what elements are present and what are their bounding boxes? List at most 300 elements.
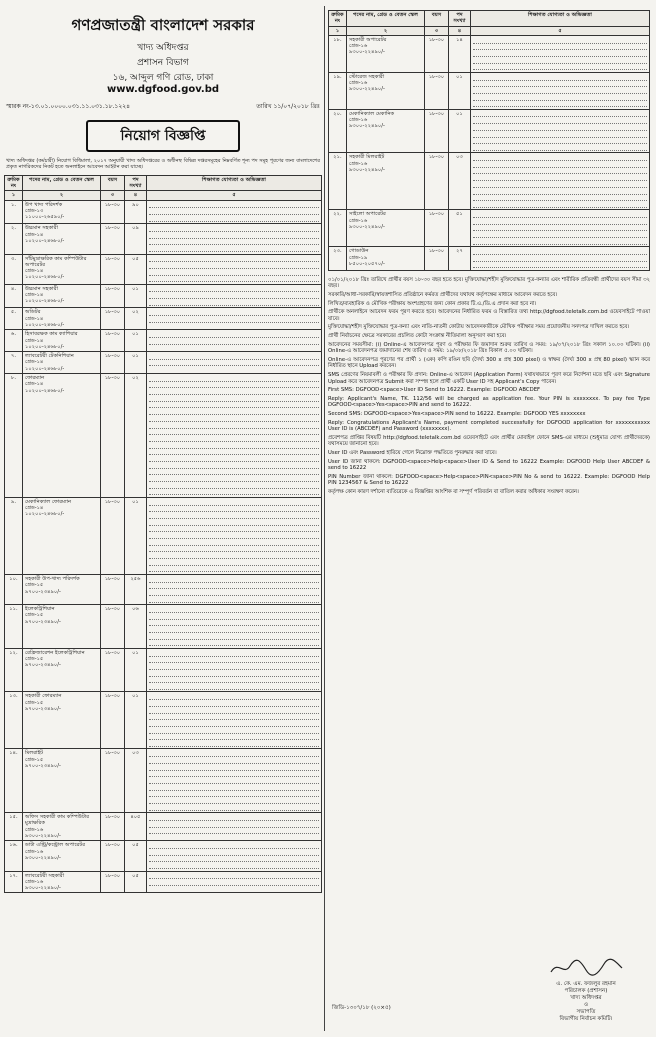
right-column [328, 6, 650, 1031]
post-scale: ১০২০০-২৪৬৮০/- [25, 387, 65, 394]
post-scale: ৯৩০০-২২৪৯০/- [349, 49, 385, 56]
qualification-text-line [473, 51, 647, 57]
row-serial: ১০. [5, 574, 23, 604]
row-post [23, 574, 101, 604]
qualification-text-line [149, 360, 319, 366]
table-row [5, 841, 322, 871]
post-name: অফিস সহকারী কাম কম্পিউটার মুদ্রাক্ষরিক [25, 814, 90, 827]
col-count: পদ সংখ্যা [125, 175, 147, 191]
qualification-text-line [149, 560, 319, 566]
row-post [347, 210, 425, 247]
table-row [5, 352, 322, 374]
qualification-text-line [149, 670, 319, 676]
post-scale: ৯৩০০-২২৪৯০/- [25, 854, 61, 861]
post-scale: ৯৩০০-২২৪৯০/- [25, 833, 61, 840]
qualification-text-line [149, 850, 319, 856]
qualification-text-line [473, 138, 647, 144]
sub-3: ৩ [101, 191, 125, 200]
row-serial: ৯. [5, 497, 23, 574]
row-age: ১৮-৩০ [101, 352, 125, 374]
qualification-text-line [149, 734, 319, 740]
col-qualification: শিক্ষাগত যোগ্যতা ও অভিজ্ঞতা [471, 11, 650, 27]
table-header-row [329, 11, 650, 27]
row-serial: ১৫. [5, 813, 23, 841]
qualification-text-line [149, 553, 319, 559]
row-count: ০১ [125, 330, 147, 352]
qualification-text-line [149, 880, 319, 886]
table-row [5, 749, 322, 813]
qualification-text-line [473, 37, 647, 43]
post-scale: ৯৭০০-২৩৪৯০/- [25, 706, 61, 713]
qualification-text-line [473, 88, 647, 94]
row-count: ২৫৬ [125, 574, 147, 604]
post-name: সাঁটমুদ্রাক্ষরিক কাম কম্পিউটার অপারেটর [25, 255, 87, 268]
qualification-text-line [473, 239, 647, 245]
row-qualification [147, 692, 322, 749]
signatory-committee: বিভাগীয় নির্বাচন কমিটি। [559, 1016, 613, 1022]
qualification-text-line [149, 513, 319, 519]
table-row [329, 210, 650, 247]
qualification-text-line [149, 771, 319, 777]
row-count: ০৯ [125, 224, 147, 254]
qualification-text-line [149, 300, 319, 306]
qualification-text-line [149, 721, 319, 727]
table-row [5, 605, 322, 649]
row-serial: ২. [5, 224, 23, 254]
qualification-text-line [473, 57, 647, 63]
post-name: সহকারী উপ-খাদ্য পরিদর্শক [25, 575, 80, 582]
post-scale: ১০২০০-২৪৬৮০/- [25, 274, 65, 281]
table-row [5, 871, 322, 893]
post-name: রেফ্রিজারেশন ইলেকট্রিশিয়ান [25, 649, 85, 656]
qualification-text-line [149, 476, 319, 482]
qualification-text-line [473, 131, 647, 137]
row-age: ১৮-৩০ [101, 224, 125, 254]
row-age: ১৮-৩০ [425, 35, 449, 72]
sub-1: ১ [5, 191, 23, 200]
post-grade: গ্রেড-১৩ [25, 208, 44, 214]
qualification-text-line [149, 239, 319, 245]
qualification-text-line [149, 540, 319, 546]
qualification-text-line [473, 145, 647, 151]
qualification-text-line [473, 155, 647, 161]
instruction-item: কর্তৃপক্ষ কোন কারণ দর্শানো ব্যতিরেকে এ বিজ্ঞপ্তির আংশিক বা সম্পূর্ণ পরিবর্তন বা বাতিল করার অধিকার সংরক্ষণ করেন। [328, 488, 579, 495]
qualification-text-line [149, 226, 319, 232]
table-row [5, 497, 322, 574]
row-qualification [147, 813, 322, 841]
qualification-text-line [149, 456, 319, 462]
row-count: ০১ [125, 352, 147, 374]
qualification-text-line [473, 64, 647, 70]
signature-scribble [546, 956, 626, 978]
qualification-text-line [149, 650, 319, 656]
qualification-text-line [473, 195, 647, 201]
post-name: অডিটর [25, 309, 41, 316]
row-qualification [471, 247, 650, 271]
post-scale: ৮৫০০-২০৫৭০/- [349, 260, 385, 267]
qualification-text-line [149, 286, 319, 292]
row-post [347, 247, 425, 271]
post-scale: ৯৩০০-২২৪৯০/- [349, 86, 385, 93]
qualification-text-line [473, 94, 647, 100]
sub-5: ৫ [471, 26, 650, 35]
row-post [23, 200, 101, 224]
qualification-text-line [149, 590, 319, 596]
qualification-text-line [149, 664, 319, 670]
row-age: ১৮-৩০ [101, 574, 125, 604]
row-age: ১৮-৩০ [425, 109, 449, 153]
qualification-text-line [149, 657, 319, 663]
row-post [23, 374, 101, 498]
post-grade: গ্রেড-১৪ [25, 337, 44, 344]
qualification-text-line [473, 118, 647, 124]
col-count: পদ সংখ্যা [449, 11, 471, 27]
qualification-text-line [149, 607, 319, 613]
website: www.dgfood.gov.bd [106, 84, 220, 95]
row-post [23, 254, 101, 284]
letterhead [4, 14, 322, 95]
signatory-title: পরিচালক (প্রশাসন) [564, 988, 608, 994]
qualification-text-line [149, 276, 319, 282]
post-grade: গ্রেড-১৪ [25, 505, 44, 512]
qualification-text-line [473, 81, 647, 87]
directorate-name: খাদ্য অধিদপ্তর [137, 43, 189, 53]
post-grade: গ্রেড-১৬ [349, 217, 368, 224]
row-post [23, 749, 101, 813]
government-name: গণপ্রজাতন্ত্রী বাংলাদেশ সরকার [71, 16, 255, 34]
left-table-body [5, 200, 322, 893]
notice-title-text: নিয়োগ বিজ্ঞপ্তি [120, 128, 206, 144]
row-serial: ২০. [329, 109, 347, 153]
post-name: ইলেকট্রিশিয়ান [25, 606, 55, 613]
row-count: ০১ [125, 284, 147, 308]
qualification-text-line [473, 225, 647, 231]
qualification-text-line [149, 293, 319, 299]
row-serial: ১১. [5, 605, 23, 649]
instruction-item: সরকারি/আধা-সরকারি/স্বায়ত্তশাসিত প্রতিষ্ঠানে কর্মরত প্রার্থীদের যথাযথ কর্তৃপক্ষের মাধ্যমে আবেদন করতে হবে। [328, 292, 558, 299]
row-serial: ১৪. [5, 749, 23, 813]
row-count: ০১ [125, 648, 147, 692]
row-post [23, 330, 101, 352]
qualification-text-line [149, 409, 319, 415]
post-name: স্টোরেজ সহকারী [349, 73, 385, 80]
row-post [23, 308, 101, 330]
signatory-name: এ. কে. এম. ফজলুর রহমান [556, 981, 616, 987]
row-serial: ১৬. [5, 841, 23, 871]
qualification-text-line [149, 489, 319, 495]
post-scale: ৯৩০০-২২৪৯০/- [349, 223, 385, 230]
qualification-text-line [149, 804, 319, 810]
post-scale: ১০২০০-২৪৬৮০/- [25, 237, 65, 244]
post-grade: গ্রেড-১৪ [25, 268, 44, 275]
table-row [329, 153, 650, 210]
row-count: ০৬ [125, 605, 147, 649]
column-divider [324, 6, 325, 1031]
row-age: ১৮-৩০ [425, 72, 449, 109]
post-name: উপ খাদ্য পরিদর্শক [25, 201, 63, 208]
post-grade: গ্রেড-১৬ [25, 826, 44, 833]
row-count: ১৪ [449, 35, 471, 72]
qualification-text-line [149, 714, 319, 720]
row-serial: ৩. [5, 254, 23, 284]
row-count: ০১ [449, 72, 471, 109]
qualification-text-line [149, 354, 319, 360]
qualification-text-line [149, 707, 319, 713]
row-serial: ১৩. [5, 692, 23, 749]
post-name: সাইলো অপারেটর [349, 211, 386, 218]
qualification-text-line [473, 168, 647, 174]
row-serial: ৮. [5, 374, 23, 498]
instruction-item: PIN Number জানা থাকলে: DGFOOD<space>Help<space>PIN<space>PIN No & send to 16222. Example: DGFOOD Help PIN 1234567 & Send to 16222 [328, 473, 650, 487]
qualification-text-line [473, 262, 647, 268]
row-age: ১৮-৩০ [101, 330, 125, 352]
qualification-text-line [149, 791, 319, 797]
qualification-text-line [149, 613, 319, 619]
row-age: ১৮-৩০ [101, 308, 125, 330]
qualification-text-line [149, 202, 319, 208]
table-row [5, 330, 322, 352]
row-qualification [147, 749, 322, 813]
qualification-text-line [149, 821, 319, 827]
row-post [347, 109, 425, 153]
row-age: ১৮-৩০ [425, 153, 449, 210]
row-post [23, 497, 101, 574]
row-qualification [147, 871, 322, 893]
row-age: ১৮-৩০ [101, 871, 125, 893]
row-age: ১৮-৩০ [101, 648, 125, 692]
qualification-text-line [149, 677, 319, 683]
instruction-item: Online-এ আবেদনপত্র পূরণের পর প্রার্থী ১ (এক) কপি রঙিন ছবি (দৈর্ঘ্য 300 x প্রস্থ 300 pixel) ও স্বাক্ষর (দৈর্ঘ্য 300 x প্রস্থ 80 pixel) স্ক্যান করে নির্ধারিত স্থানে Upload করবেন। [328, 356, 650, 370]
row-serial: ৫. [5, 308, 23, 330]
row-qualification [147, 284, 322, 308]
qualification-text-line [473, 212, 647, 218]
post-grade: গ্রেড-১৪ [25, 231, 44, 238]
qualification-text-line [149, 566, 319, 572]
row-qualification [147, 574, 322, 604]
qualification-text-line [149, 519, 319, 525]
sub-1: ১ [329, 26, 347, 35]
row-count: ০১ [449, 109, 471, 153]
post-name: ফোরম্যান [25, 375, 45, 381]
row-age: ১৮-৩০ [101, 749, 125, 813]
qualification-text-line [149, 856, 319, 862]
posts-table-right [328, 10, 650, 271]
qualification-text-line [149, 640, 319, 646]
table-row [5, 374, 322, 498]
qualification-text-line [149, 256, 319, 262]
qualification-text-line [149, 815, 319, 821]
row-count: ০৩ [125, 749, 147, 813]
table-row [5, 200, 322, 224]
col-serial: ক্রমিক নং [5, 175, 23, 191]
row-count: ০৫ [125, 871, 147, 893]
row-post [23, 224, 101, 254]
row-count: ৫১ [449, 210, 471, 247]
qualification-text-line [473, 74, 647, 80]
post-name: মিলরাইট [25, 750, 44, 757]
qualification-text-line [473, 202, 647, 208]
table-row [5, 284, 322, 308]
qualification-text-line [149, 332, 319, 338]
qualification-text-line [149, 784, 319, 790]
qualification-text-line [473, 219, 647, 225]
post-name: ল্যাবরেটরী টেকনিশিয়ান [25, 353, 74, 360]
qualification-text-line [149, 317, 319, 323]
instruction-item: User ID এবং Password হারিয়ে গেলে নিম্নোক্ত পদ্ধতিতে পুনরুদ্ধার করা যাবে। [328, 449, 497, 456]
qualification-text-line [149, 758, 319, 764]
qualification-text-line [149, 694, 319, 700]
row-age: ১৮-৩০ [101, 374, 125, 498]
row-count: ০৫ [125, 841, 147, 871]
qualification-text-line [473, 175, 647, 181]
instruction-item: Reply: Applicant's Name, TK. 112/56 will be charged as application fee. Your PIN is xxxxxxxx. To pay fee Type DGFOOD<space>Yes<space>PIN and send to 16222. [328, 395, 650, 409]
col-serial: ক্রমিক নং [329, 11, 347, 27]
qualification-text-line [149, 416, 319, 422]
post-grade: গ্রেড-১৬ [349, 117, 368, 124]
col-post: পদের নাম, গ্রেড ও বেতন স্কেল [347, 11, 425, 27]
row-qualification [147, 841, 322, 871]
post-grade: গ্রেড-১৫ [25, 756, 44, 763]
signature-block [526, 956, 646, 1023]
row-age: ১৮-৩০ [425, 247, 449, 271]
row-serial: ১৭. [5, 871, 23, 893]
instruction-item: প্রবেশপত্র প্রাপ্তির বিষয়টি http://dgfood.teletalk.com.bd ওয়েবসাইটে এবং প্রার্থীর মোবাইল ফোনে SMS-এর মাধ্যমে (শুধুমাত্র যোগ্য প্রার্থীদেরকে) যথাসময়ে জানানো হবে। [328, 434, 650, 448]
qualification-text-line [149, 389, 319, 395]
row-serial: ২৩. [329, 247, 347, 271]
post-scale: ৯৩০০-২২৪৯০/- [25, 885, 61, 892]
qualification-text-line [149, 633, 319, 639]
qualification-text-line [149, 442, 319, 448]
qualification-text-line [149, 396, 319, 402]
post-name: সহকারী ফোরম্যান [25, 693, 62, 700]
post-grade: গ্রেড-১৫ [25, 582, 44, 589]
post-scale: ৯৭০০-২৩৪৯০/- [25, 588, 61, 595]
qualification-text-line [149, 751, 319, 757]
row-age: ১৮-৩০ [101, 841, 125, 871]
post-name: হিসাবরক্ষক কাম ক্যাশিয়ার [25, 331, 78, 338]
qualification-text-line [149, 462, 319, 468]
row-post [23, 605, 101, 649]
qualification-text-line [149, 376, 319, 382]
row-post [23, 692, 101, 749]
table-header-row [5, 175, 322, 191]
row-age: ১৮-৩০ [101, 200, 125, 224]
row-serial: ১৯. [329, 72, 347, 109]
qualification-text-line [473, 188, 647, 194]
qualification-text-line [149, 449, 319, 455]
signatory-and: ও [583, 1002, 589, 1008]
row-qualification [147, 330, 322, 352]
table-row [5, 224, 322, 254]
post-name: উচ্চমান সহকারী [25, 285, 58, 292]
post-scale: ৯৩০০-২২৪৯০/- [349, 166, 385, 173]
row-post [347, 72, 425, 109]
table-row [329, 247, 650, 271]
post-scale: ১০২০০-২৪৬৮০/- [25, 365, 65, 372]
row-qualification [471, 109, 650, 153]
post-name: সহকারী অপারেটর [349, 36, 387, 43]
qualification-text-line [473, 182, 647, 188]
table-row [5, 574, 322, 604]
row-qualification [471, 210, 650, 247]
row-count: ৪০৫ [125, 813, 147, 841]
footer-memo: জিডি-১৩০৭/১৮ (২০×৫) [332, 1005, 391, 1011]
qualification-text-line [149, 338, 319, 344]
post-grade: গ্রেড-১৬ [349, 80, 368, 87]
post-grade: গ্রেড-১৪ [25, 315, 44, 322]
qualification-text-line [149, 576, 319, 582]
row-qualification [471, 153, 650, 210]
post-grade: গ্রেড-১৪ [25, 359, 44, 366]
qualification-text-line [149, 843, 319, 849]
post-name: উচ্চমান সহকারী [25, 225, 58, 232]
row-post [347, 35, 425, 72]
qualification-text-line [149, 469, 319, 475]
post-scale: ১১০০০-২৬৫৯০/- [25, 214, 65, 221]
instruction-item: প্রার্থীকে অনলাইনে আবেদন ফরম পূরণ করতে হবে। আবেদনের নির্ধারিত ফরম ও বিস্তারিত তথ্য http://dgfood.teletalk.com.bd ওয়েবসাইটে পাওয়া যাবে। [328, 309, 650, 322]
qualification-text-line [149, 506, 319, 512]
table-row [329, 72, 650, 109]
qualification-text-line [149, 232, 319, 238]
col-age: বয়স [101, 175, 125, 191]
post-grade: গ্রেড-১৬ [349, 160, 368, 167]
table-subheader-row [5, 191, 322, 200]
row-serial: ২১. [329, 153, 347, 210]
post-name: সহকারী মিলরাইট [349, 154, 385, 161]
branch-name: প্রশাসন বিভাগ [137, 58, 189, 68]
posts-table-left [4, 175, 322, 894]
qualification-text-line [473, 44, 647, 50]
row-qualification [147, 254, 322, 284]
qualification-text-line [149, 546, 319, 552]
qualification-text-line [149, 620, 319, 626]
row-post [23, 871, 101, 893]
row-age: ১৮-৩০ [101, 284, 125, 308]
qualification-text-line [149, 741, 319, 747]
row-serial: ২২. [329, 210, 347, 247]
row-count: ০২ [125, 308, 147, 330]
post-grade: গ্রেড-১৫ [25, 699, 44, 706]
qualification-text-line [473, 249, 647, 255]
post-name: গোডাউন [349, 248, 369, 255]
sub-2: ২ [23, 191, 101, 200]
post-name: ডাটা এন্ট্রি/কন্ট্রোল অপারেটর [25, 842, 86, 849]
row-qualification [147, 497, 322, 574]
instruction-item: প্রার্থী নির্বাচনের ক্ষেত্রে সরকারের প্রচলিত কোটা সংক্রান্ত নীতিমালা অনুসরণ করা হবে। [328, 333, 507, 340]
post-grade: গ্রেড-১৯ [349, 254, 368, 261]
qualification-text-line [149, 269, 319, 275]
post-name: মেকানিক্যাল মেকানিক [349, 110, 395, 117]
row-qualification [147, 308, 322, 330]
qualification-text-line [149, 583, 319, 589]
qualification-text-line [149, 310, 319, 316]
row-post [23, 352, 101, 374]
qualification-text-line [473, 256, 647, 262]
qualification-text-line [149, 402, 319, 408]
qualification-text-line [149, 701, 319, 707]
table-row [329, 35, 650, 72]
qualification-text-line [473, 162, 647, 168]
left-column [4, 6, 322, 1031]
instruction-item: আবেদনের সময়সীমা: (i) Online-এ আবেদনপত্র পূরণ ও পরীক্ষার ফি জমাদান শুরুর তারিখ ও সময়: ১৯/০৭/২০১৮ খ্রিঃ সকাল ১০.০০ ঘটিকা। (ii) Online-এ আবেদনপত্র জমাদানের শেষ তারিখ ও সময়: ১৯/০৮/২০১৮ খ্রিঃ বিকাল ৫.০০ ঘটিকা। [328, 341, 650, 355]
col-qualification: শিক্ষাগত যোগ্যতা ও অভিজ্ঞতা [147, 175, 322, 191]
instruction-item: First SMS: DGFOOD<space>User ID Send to 16222. Example: DGFOOD ABCDEF [328, 387, 541, 394]
post-grade: গ্রেড-১৫ [25, 612, 44, 619]
row-serial: ৭. [5, 352, 23, 374]
post-scale: ১০২০০-২৪৬৮০/- [25, 321, 65, 328]
post-scale: ৯৩০০-২২৪৯০/- [349, 123, 385, 130]
qualification-text-line [149, 798, 319, 804]
